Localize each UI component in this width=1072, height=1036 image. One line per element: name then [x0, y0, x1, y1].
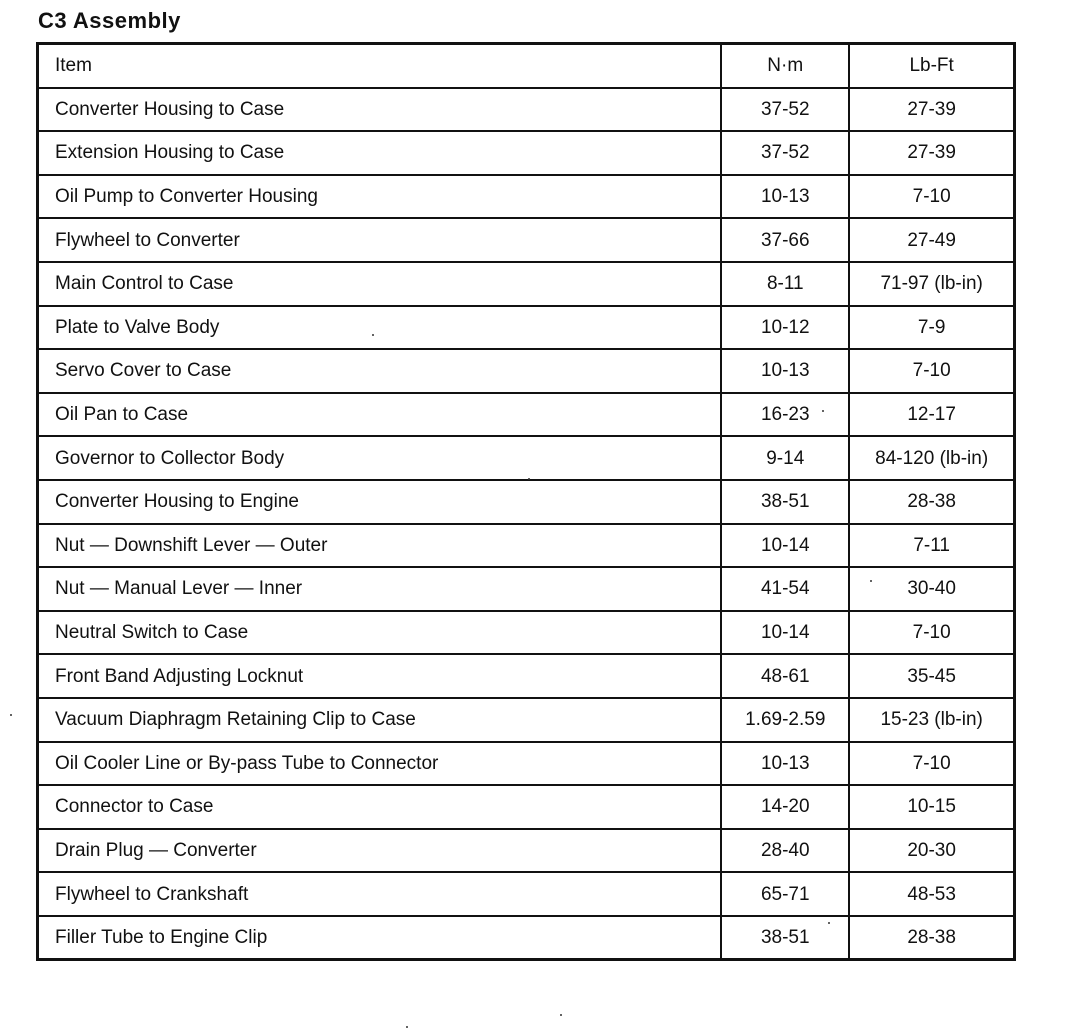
cell-nm: 41-54	[721, 567, 849, 611]
cell-nm: 37-66	[721, 218, 849, 262]
cell-nm: 38-51	[721, 916, 849, 960]
scan-speck	[10, 714, 12, 716]
table-row	[38, 306, 1015, 350]
cell-lbft: 30-40	[849, 567, 1014, 611]
page-title: C3 Assembly	[38, 8, 181, 33]
cell-nm: 1.69-2.59	[721, 698, 849, 742]
cell-nm: 9-14	[721, 436, 849, 480]
cell-lbft: 7-10	[849, 742, 1014, 786]
table-header-row	[38, 44, 1015, 88]
scan-speck	[870, 580, 872, 582]
header-item: Item	[38, 44, 722, 88]
cell-item: Nut — Manual Lever — Inner	[38, 567, 722, 611]
table-row	[38, 829, 1015, 873]
cell-nm: 10-14	[721, 611, 849, 655]
cell-lbft: 28-38	[849, 916, 1014, 960]
table-row	[38, 916, 1015, 960]
table-row	[38, 742, 1015, 786]
table-row	[38, 480, 1015, 524]
cell-item: Front Band Adjusting Locknut	[38, 654, 722, 698]
scan-speck	[822, 410, 824, 412]
cell-item: Flywheel to Converter	[38, 218, 722, 262]
scan-speck	[528, 478, 530, 480]
cell-nm: 37-52	[721, 131, 849, 175]
cell-nm: 38-51	[721, 480, 849, 524]
cell-item: Vacuum Diaphragm Retaining Clip to Case	[38, 698, 722, 742]
cell-item: Drain Plug — Converter	[38, 829, 722, 873]
header-lbft: Lb-Ft	[849, 44, 1014, 88]
table-row	[38, 524, 1015, 568]
cell-lbft: 28-38	[849, 480, 1014, 524]
scan-speck	[828, 922, 830, 924]
table-row	[38, 218, 1015, 262]
table-row	[38, 393, 1015, 437]
cell-lbft: 20-30	[849, 829, 1014, 873]
cell-item: Nut — Downshift Lever — Outer	[38, 524, 722, 568]
torque-spec-table	[36, 42, 1016, 961]
cell-item: Converter Housing to Engine	[38, 480, 722, 524]
scan-speck	[560, 1014, 562, 1016]
table-row	[38, 698, 1015, 742]
cell-lbft: 7-10	[849, 175, 1014, 219]
cell-item: Oil Pan to Case	[38, 393, 722, 437]
cell-lbft: 84-120 (lb-in)	[849, 436, 1014, 480]
cell-lbft: 48-53	[849, 872, 1014, 916]
cell-nm: 16-23	[721, 393, 849, 437]
header-nm: N·m	[721, 44, 849, 88]
cell-lbft: 10-15	[849, 785, 1014, 829]
cell-nm: 28-40	[721, 829, 849, 873]
cell-nm: 14-20	[721, 785, 849, 829]
cell-lbft: 7-10	[849, 611, 1014, 655]
table-body	[38, 88, 1015, 960]
scan-speck	[372, 334, 374, 336]
cell-item: Flywheel to Crankshaft	[38, 872, 722, 916]
cell-item: Neutral Switch to Case	[38, 611, 722, 655]
cell-item: Extension Housing to Case	[38, 131, 722, 175]
cell-lbft: 12-17	[849, 393, 1014, 437]
cell-nm: 10-13	[721, 742, 849, 786]
cell-item: Converter Housing to Case	[38, 88, 722, 132]
cell-item: Governor to Collector Body	[38, 436, 722, 480]
table-row	[38, 88, 1015, 132]
cell-item: Connector to Case	[38, 785, 722, 829]
cell-lbft: 7-9	[849, 306, 1014, 350]
cell-item: Oil Cooler Line or By-pass Tube to Connector	[38, 742, 722, 786]
cell-lbft: 27-49	[849, 218, 1014, 262]
cell-nm: 10-14	[721, 524, 849, 568]
cell-item: Main Control to Case	[38, 262, 722, 306]
table-row	[38, 349, 1015, 393]
scan-speck	[406, 1026, 408, 1028]
table-row	[38, 262, 1015, 306]
cell-item: Filler Tube to Engine Clip	[38, 916, 722, 960]
cell-lbft: 7-10	[849, 349, 1014, 393]
table-row	[38, 611, 1015, 655]
cell-item: Plate to Valve Body	[38, 306, 722, 350]
table-row	[38, 436, 1015, 480]
cell-nm: 8-11	[721, 262, 849, 306]
cell-nm: 10-13	[721, 175, 849, 219]
cell-lbft: 27-39	[849, 131, 1014, 175]
cell-nm: 37-52	[721, 88, 849, 132]
cell-lbft: 7-11	[849, 524, 1014, 568]
table-row	[38, 654, 1015, 698]
cell-lbft: 27-39	[849, 88, 1014, 132]
cell-item: Oil Pump to Converter Housing	[38, 175, 722, 219]
cell-nm: 10-13	[721, 349, 849, 393]
table-row	[38, 872, 1015, 916]
table-row	[38, 131, 1015, 175]
cell-nm: 48-61	[721, 654, 849, 698]
table-row	[38, 567, 1015, 611]
cell-nm: 10-12	[721, 306, 849, 350]
cell-item: Servo Cover to Case	[38, 349, 722, 393]
cell-lbft: 15-23 (lb-in)	[849, 698, 1014, 742]
cell-lbft: 35-45	[849, 654, 1014, 698]
table-row	[38, 175, 1015, 219]
cell-nm: 65-71	[721, 872, 849, 916]
cell-lbft: 71-97 (lb-in)	[849, 262, 1014, 306]
table-row	[38, 785, 1015, 829]
